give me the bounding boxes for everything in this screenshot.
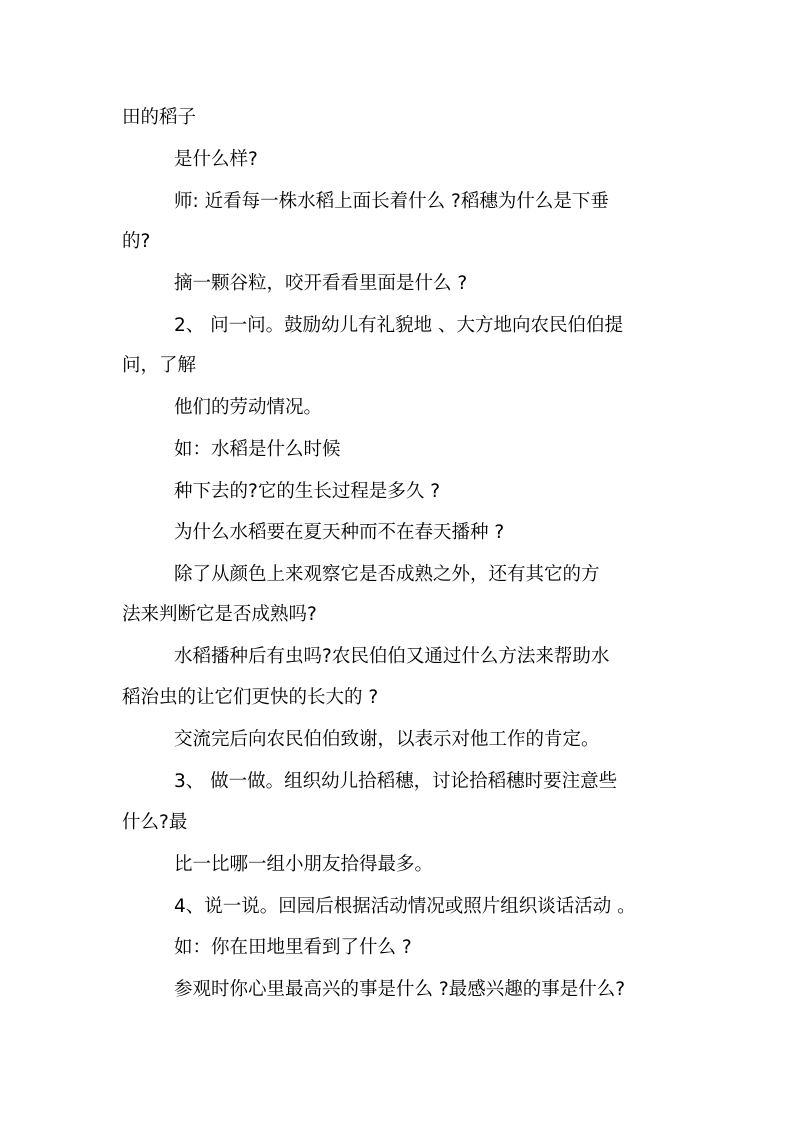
text-line: 什么?最 <box>122 812 188 833</box>
text-line: 的? <box>122 231 151 252</box>
text-line: 比一比哪一组小朋友拾得最多。 <box>174 854 434 875</box>
text-line: 他们的劳动情况。 <box>174 397 323 418</box>
text-line: 种下去的?它的生长过程是多久 ? <box>174 481 441 502</box>
text-line: 3、 做一做。组织幼儿拾稻穗，讨论拾稻穗时要注意些 <box>174 771 618 792</box>
text-line: 交流完后向农民伯伯致谢，以表示对他工作的肯定。 <box>174 729 600 750</box>
text-line: 除了从颜色上来观察它是否成熟之外，还有其它的方 <box>174 564 600 585</box>
text-line: 是什么样? <box>174 149 258 170</box>
text-line: 2、 问一问。鼓励幼儿有礼貌地 、大方地向农民伯伯提 <box>174 315 624 336</box>
text-line: 为什么水稻要在夏天种而不在春天播种 ? <box>174 522 505 543</box>
text-line: 摘一颗谷粒，咬开看看里面是什么 ? <box>174 273 468 294</box>
text-line: 问，了解 <box>122 355 197 376</box>
text-line: 法来判断它是否成熟吗? <box>122 604 317 625</box>
text-line: 参观时你心里最高兴的事是什么 ?最感兴趣的事是什么? <box>174 979 626 1000</box>
text-line: 稻治虫的让它们更快的长大的 ? <box>122 687 379 708</box>
text-line: 如：你在田地里看到了什么 ? <box>174 937 412 958</box>
text-line: 师: 近看每一株水稻上面长着什么 ?稻穗为什么是下垂 <box>174 191 609 212</box>
text-line: 4、说一说。回园后根据活动情况或照片组织谈话活动 。 <box>174 896 636 917</box>
text-line: 如：水稻是什么时候 <box>174 439 341 460</box>
text-line: 田的稻子 <box>122 107 197 128</box>
text-line: 水稻播种后有虫吗?农民伯伯又通过什么方法来帮助水 <box>174 646 610 667</box>
